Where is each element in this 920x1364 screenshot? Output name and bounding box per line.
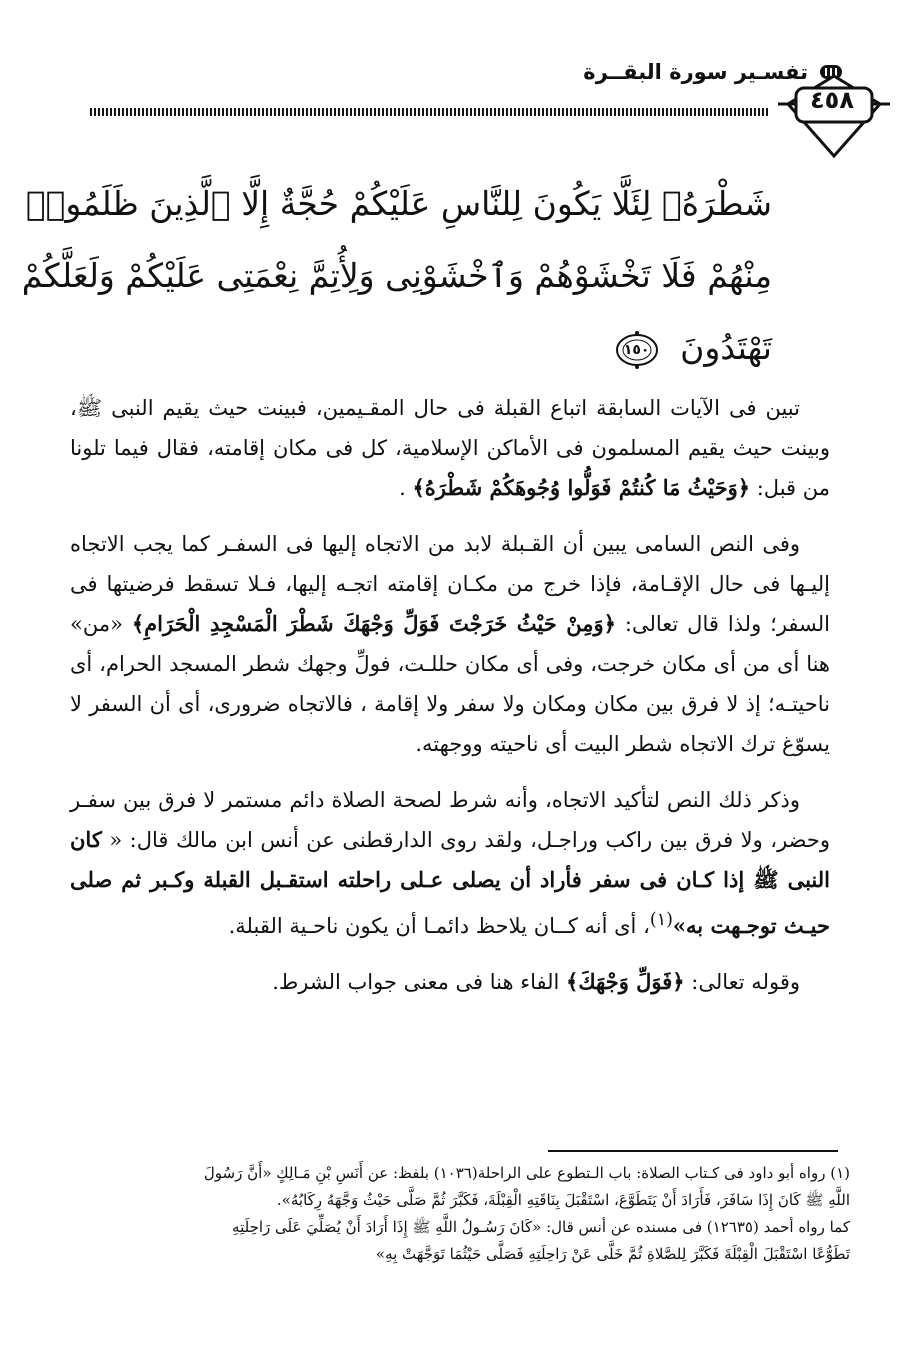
- ayah-end-marker: [614, 330, 660, 370]
- footnote-ref[interactable]: (١): [649, 910, 673, 930]
- footnote-line: اللَّهِ ﷺ كَانَ إِذَا سَافَرَ، فَأَرَادَ أَنْ يَتَطَوَّعَ، اسْتَقْبَلَ بِنَاقَتِهِ الْقِبْلَةَ، فَكَبَّرَ ثُمَّ صَلَّى حَيْثُ وَجَّهَهُ رِكَابُهُ».: [276, 1191, 850, 1209]
- surah-title: تفسـير سورة البقــرة: [583, 60, 808, 84]
- verse-line: مِنْهُمْ فَلَا تَخْشَوْهُمْ وَٱخْشَوْنِى وَلِأُتِمَّ نِعْمَتِى عَلَيْكُمْ وَلَعَلَّكُمْ: [21, 256, 772, 295]
- paragraph: [70, 962, 830, 1002]
- paragraph-text: وذكر ذلك النص لتأكيد الاتجاه، وأنه شرط لصحة الصلاة دائم مستمر لا فرق بين سفـر وحضر، ولا فرق بين راكب وراجـل، ولقد روى الدارقطنى عن أنس ابن مالك قال: «: [70, 788, 830, 852]
- footnote-separator: [548, 1150, 838, 1152]
- paragraph-text: وقوله تعالى:: [684, 970, 800, 994]
- paragraph-text: تبين فى الآيات السابقة اتباع القبلة فى حال المقـيمين، فبينت حيث يقيم النبى ﷺ، وبينت حيث يقيم المسلمون فى الأماكن الإسلامية، كل فى مكان إقامته، فقال فيما تلونا من قبل:: [70, 396, 830, 500]
- page-number: ٤٥٨: [810, 86, 854, 114]
- paragraph-text: ، أى أنه كــان يلاحظ دائمـا أن يكون ناحـية القبلة.: [228, 914, 650, 938]
- verse-line: [146, 312, 772, 384]
- ayah-number: ١٥٠: [623, 342, 650, 358]
- footnote-line: كما رواه أحمد (١٢٦٣٥) فى مسنده عن أنس قال: «كَانَ رَسُـولُ اللَّهِ ﷺ إِذَا أَرَادَ أَنْ يُصَلِّيَ عَلَى رَاحِلَتِهِ: [232, 1218, 850, 1236]
- footnote-line: تَطَوُّعًا اسْتَقْبَلَ الْقِبْلَةَ فَكَبَّرَ لِلصَّلاةِ ثُمَّ خَلَّى عَنْ رَاحِلَتِهِ فَصَلَّى حَيْثُمَا تَوَجَّهَتْ بِهِ»: [375, 1245, 850, 1263]
- header-rule: [90, 108, 770, 116]
- paragraph-text: «من» هنا أى من أى مكان خرجت، وفى أى مكان حللـت، فولِّ وجهك شطر المسجد الحرام، أى ناحيتـه؛ إذ لا فرق بين مكان ومكان ولا سفر ولا إقامة ، فالاتجاه ضرورى، أى أن السفر لا يسوّغ ترك الاتجاه شطر البيت أى ناحيته ووجهته.: [70, 612, 830, 756]
- commentary-body: [70, 388, 830, 1018]
- quran-verse: [21, 168, 772, 384]
- verse-line-text: تَهْتَدُونَ: [680, 328, 772, 367]
- paragraph: [70, 524, 830, 764]
- hadith-quote: كان النبى ﷺ إذا كـان فى سفر فأراد أن يصلى عـلى راحلته استقـبل القبلة وكـبر ثم صلى حيـث توجـهت به»: [70, 827, 830, 938]
- paragraph-text: الفاء هنا فى معنى جواب الشرط.: [272, 970, 567, 994]
- paragraph: [70, 780, 830, 946]
- quran-quote: ﴿وَحَيْثُ مَا كُنتُمْ فَوَلُّوا وُجُوهَكُمْ شَطْرَهُ﴾: [412, 475, 751, 500]
- verse-line: شَطْرَهُۥ لِئَلَّا يَكُونَ لِلنَّاسِ عَلَيْكُمْ حُجَّةٌ إِلَّا ٱلَّذِينَ ظَلَمُوا۟: [25, 184, 772, 223]
- quran-quote: ﴿فَوَلِّ وَجْهَكَ﴾: [566, 969, 685, 994]
- footnote-line: (١) رواه أبو داود فى كـتاب الصلاة: باب الـتطوع على الراحلة(١٠٣٦) بلفظ: عن أَنَسِ بْنِ مَـالِكٍ «أَنَّ رَسُولَ: [203, 1164, 850, 1182]
- paragraph: [70, 388, 830, 508]
- footnotes: [70, 1160, 850, 1268]
- paragraph-text: .: [399, 476, 413, 500]
- paragraph-text: وفى النص السامى يبين أن القـبلة لابد من الاتجاه إليها فى السفـر كما يجب الاتجاه إليـها فى حال الإقـامة، فإذا خرج من مكـان إقامته اتجـه إليها، فـلا تسقط فرضيتها فى السفر؛ ولذا قال تعالى:: [70, 532, 831, 636]
- quran-quote: ﴿وَمِنْ حَيْثُ خَرَجْتَ فَوَلِّ وَجْهَكَ شَطْرَ الْمَسْجِدِ الْحَرَامِ﴾: [131, 611, 616, 636]
